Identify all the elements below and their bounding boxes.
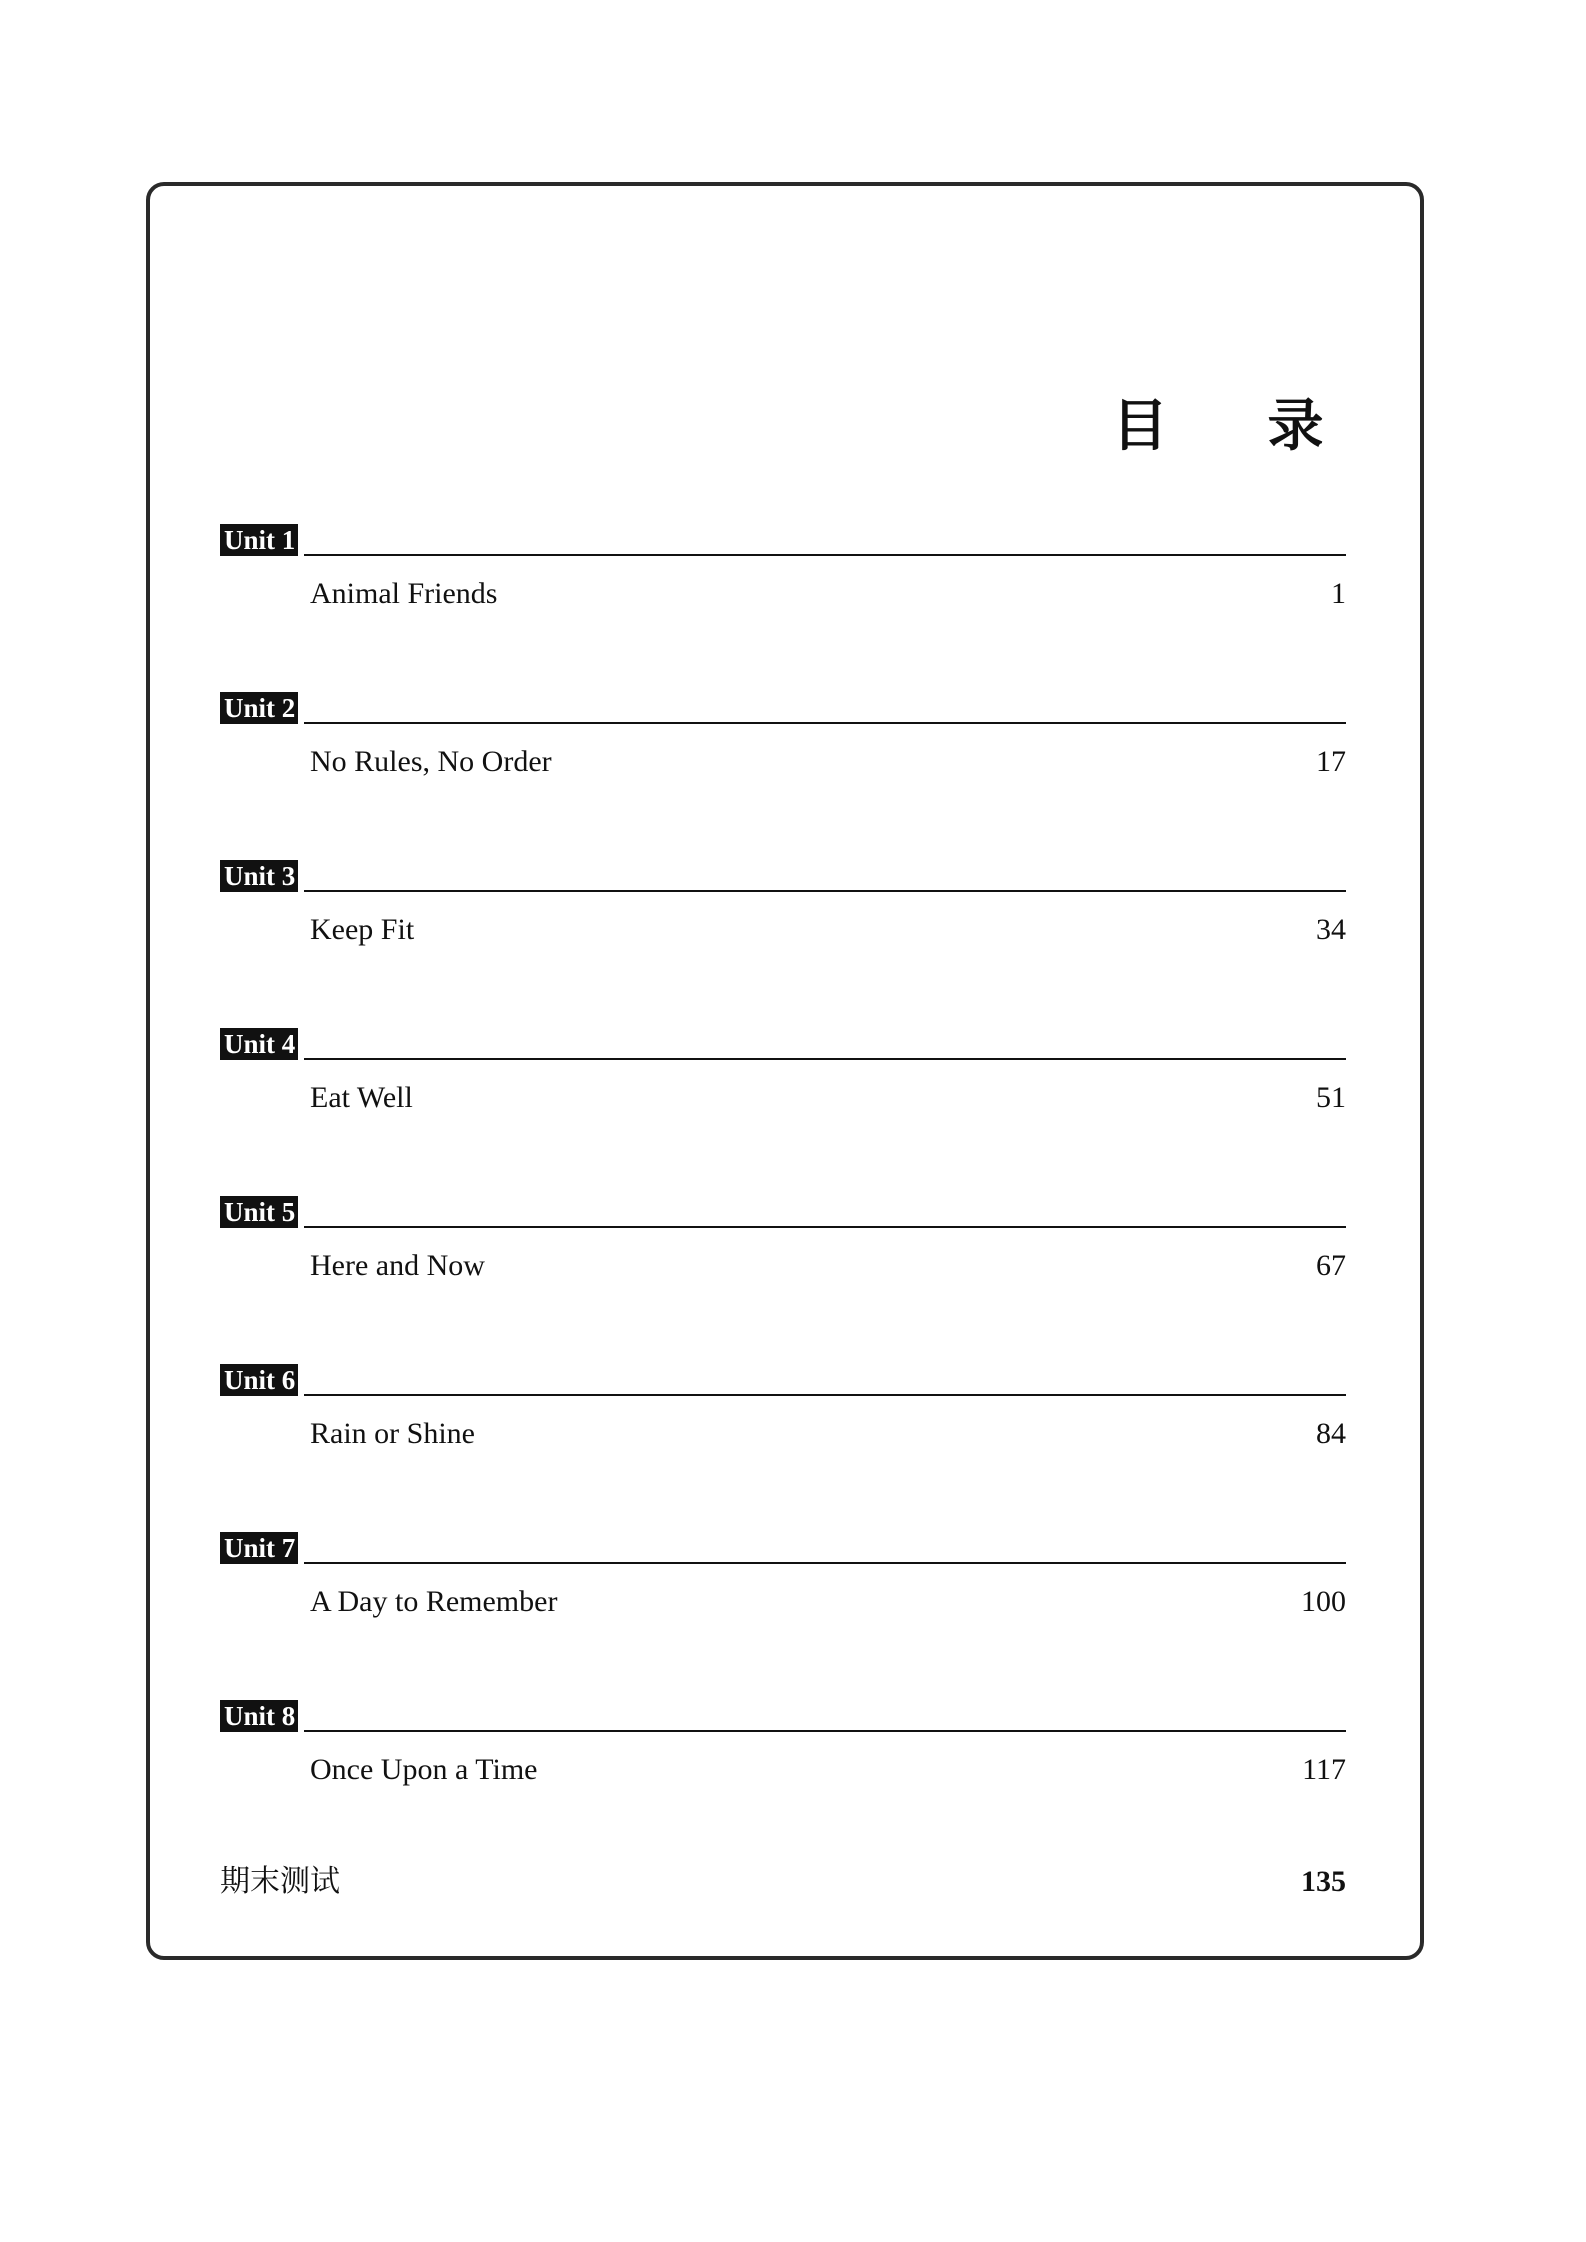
unit-header (220, 524, 1346, 556)
entry-title: Here and Now (310, 1249, 485, 1282)
unit-header (220, 1196, 1346, 1228)
unit-badge: Unit 3 (220, 860, 298, 892)
unit-divider (304, 1058, 1346, 1060)
toc-unit-3 (220, 860, 1346, 1020)
entry-page-number: 51 (1316, 1081, 1346, 1114)
unit-header (220, 1700, 1346, 1732)
toc-unit-1 (220, 524, 1346, 684)
unit-header (220, 1364, 1346, 1396)
unit-header (220, 860, 1346, 892)
toc-entry[interactable] (310, 1246, 1346, 1286)
unit-badge: Unit 6 (220, 1364, 298, 1396)
toc-entry[interactable] (310, 574, 1346, 614)
entry-title: Eat Well (310, 1081, 413, 1114)
unit-header (220, 692, 1346, 724)
final-test-title: 期末测试 (220, 1864, 340, 1899)
toc-final-test[interactable] (220, 1860, 1346, 1904)
unit-divider (304, 1226, 1346, 1228)
unit-badge: Unit 7 (220, 1532, 298, 1564)
unit-divider (304, 1562, 1346, 1564)
page-title: 目 录 (1112, 394, 1364, 459)
entry-title: No Rules, No Order (310, 745, 552, 778)
unit-header (220, 1028, 1346, 1060)
toc-unit-8 (220, 1700, 1346, 1860)
unit-badge: Unit 8 (220, 1700, 298, 1732)
entry-page-number: 67 (1316, 1249, 1346, 1282)
toc-unit-5 (220, 1196, 1346, 1356)
toc-unit-2 (220, 692, 1346, 852)
entry-page-number: 17 (1316, 745, 1346, 778)
toc-entry[interactable] (310, 1582, 1346, 1622)
unit-divider (304, 722, 1346, 724)
entry-page-number: 84 (1316, 1417, 1346, 1450)
toc-entry[interactable] (310, 742, 1346, 782)
entry-title: Once Upon a Time (310, 1753, 538, 1786)
toc-unit-4 (220, 1028, 1346, 1188)
unit-badge: Unit 2 (220, 692, 298, 724)
unit-badge: Unit 5 (220, 1196, 298, 1228)
entry-title: Rain or Shine (310, 1417, 475, 1450)
unit-badge: Unit 1 (220, 524, 298, 556)
entry-title: Animal Friends (310, 577, 498, 610)
toc-entry[interactable] (310, 1750, 1346, 1790)
entry-title: A Day to Remember (310, 1585, 558, 1618)
toc-unit-7 (220, 1532, 1346, 1692)
toc-entry[interactable] (310, 1414, 1346, 1454)
entry-title: Keep Fit (310, 913, 415, 946)
unit-divider (304, 1394, 1346, 1396)
unit-badge: Unit 4 (220, 1028, 298, 1060)
unit-header (220, 1532, 1346, 1564)
toc-unit-6 (220, 1364, 1346, 1524)
toc-entry[interactable] (310, 1078, 1346, 1118)
entry-page-number: 34 (1316, 913, 1346, 946)
final-test-page-number: 135 (1301, 1865, 1346, 1898)
entry-page-number: 100 (1301, 1585, 1346, 1618)
unit-divider (304, 890, 1346, 892)
unit-divider (304, 1730, 1346, 1732)
entry-page-number: 117 (1302, 1753, 1346, 1786)
entry-page-number: 1 (1331, 577, 1346, 610)
toc-entry[interactable] (310, 910, 1346, 950)
unit-divider (304, 554, 1346, 556)
